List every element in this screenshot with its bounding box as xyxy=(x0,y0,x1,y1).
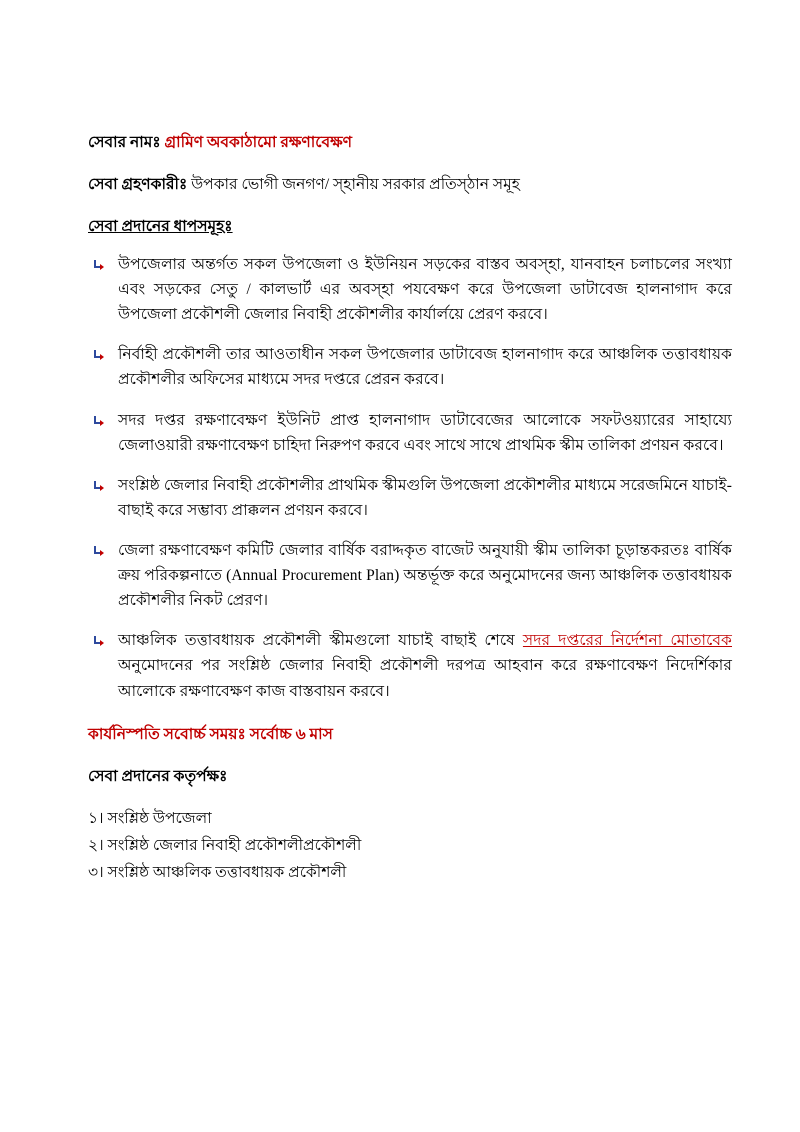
list-item-text: সদর দপ্তর রক্ষণাবেক্ষণ ইউনিট প্রাপ্ত হালনাগাদ ডাটাবেজের আলোকে সফটওয়্যারের সাহায্যে জেলাওয়ারী রক্ষণাবেক্ষণ চাহিদা নিরুপণ করবে এবং সাথে সাথে প্রাথমিক স্কীম তালিকা প্রণয়ন করবে। xyxy=(118,411,732,454)
down-right-arrow-icon xyxy=(92,632,106,646)
authority-list xyxy=(88,806,732,885)
list-item-text: জেলা রক্ষণাবেক্ষণ কমিটি জেলার বার্ষিক বরাদ্দকৃত বাজেট অনুযায়ী স্কীম তালিকা চূড়ান্তকরতঃ বার্ষিক ক্রয় পরিকল্পনাতে (Annual Procurement Plan) অন্তর্ভূক্ত করে অনুমোদনের জন্য আঞ্চলিক তত্তাবধায়ক প্রকৌশলীর নিকট প্রেরণ। xyxy=(118,541,732,610)
list-item: ২। সংশ্লিষ্ঠ জেলার নিবাহী প্রকৌশলীপ্রকৌশলী xyxy=(88,836,362,854)
timeline-row xyxy=(88,722,732,748)
service-recipients-label: সেবা গ্রহণকারীঃ xyxy=(88,176,188,193)
service-recipients-row xyxy=(88,172,732,198)
timeline-label: কার্যনিস্পতি সবোর্চ্চ সময়ঃ xyxy=(88,725,246,743)
down-right-arrow-icon xyxy=(92,346,106,360)
timeline-value: সর্বোচ্চ ৬ মাস xyxy=(249,725,333,743)
list-item xyxy=(88,408,732,458)
list-item-text-part1: আঞ্চলিক তত্তাবধায়ক প্রকৌশলী স্কীমগুলো যাচাই বাছাই শেষে xyxy=(118,632,523,650)
service-name-value: গ্রামিণ অবকাঠামো রক্ষণাবেক্ষণ xyxy=(164,134,353,151)
list-item xyxy=(88,342,732,392)
list-item-highlight: সদর দপ্তরের নির্দেশনা মোতাবেক xyxy=(522,632,733,650)
list-item-text: নির্বাহী প্রকৌশলী তার আওতাধীন সকল উপজেলার ডাটাবেজ হালনাগাদ করে আঞ্চলিক তত্তাবধায়ক প্রকৌশলীর অফিসের মাধ্যমে সদর দপ্তরে প্রেরন করবে। xyxy=(118,346,732,389)
down-right-arrow-icon xyxy=(92,256,106,270)
service-name-label: সেবার নামঃ xyxy=(88,134,161,151)
service-recipients-value: উপকার ভোগী জনগণ/ স্হানীয় সরকার প্রতিস্ঠান সমূহ xyxy=(191,176,520,193)
list-item: ৩। সংশ্লিষ্ঠ আঞ্চলিক তত্তাবধায়ক প্রকৌশলী xyxy=(88,863,347,881)
list-item xyxy=(88,252,732,327)
list-item xyxy=(88,628,732,703)
down-right-arrow-icon xyxy=(92,542,106,556)
list-item-text: উপজেলার অন্তর্গত সকল উপজেলা ও ইউনিয়ন সড়কের বাস্তব অবস্হা, যানবাহন চলাচলের সংখ্যা এবং সড়কের সেতু / কালভার্ট এর অবস্হা পযবেক্ষণ করে উপজেলা ডাটাবেজ হালনাগাদ করে উপজেলা প্রকৌশলী জেলার নিবাহী প্রকৌশলীর কার্যার্লয়ে প্রেরণ করবে। xyxy=(118,256,732,324)
list-item xyxy=(88,473,732,523)
steps-heading-text: সেবা প্রদানের ধাপসমূহঃ xyxy=(88,218,233,235)
authority-heading-text: সেবা প্রদানের কতৃর্পক্ষঃ xyxy=(88,767,228,785)
list-item-text: সংশ্লিষ্ঠ জেলার নিবাহী প্রকৌশলীর প্রাথমিক স্কীমগুলি উপজেলা প্রকৌশলীর মাধ্যমে সরেজমিনে যাচাই-বাছাই করে সম্ভাব্য প্রাক্কলন প্রণয়ন করবে। xyxy=(118,476,732,519)
steps-list xyxy=(88,252,732,704)
list-item-text-part2: অনুমোদনের পর সংশ্লিষ্ঠ জেলার নিবাহী প্রকৌশলী দরপত্র আহবান করে রক্ষণাবেক্ষণ নিদের্শিকার আলোকে রক্ষণাবেক্ষণ কাজ বাস্তবায়ন করবে। xyxy=(118,657,732,700)
down-right-arrow-icon xyxy=(92,477,106,491)
steps-heading xyxy=(88,214,732,240)
list-item xyxy=(88,538,732,613)
list-item: ১। সংশ্লিষ্ঠ উপজেলা xyxy=(88,809,212,827)
service-name-row xyxy=(88,130,732,156)
down-right-arrow-icon xyxy=(92,412,106,426)
authority-heading xyxy=(88,764,732,790)
